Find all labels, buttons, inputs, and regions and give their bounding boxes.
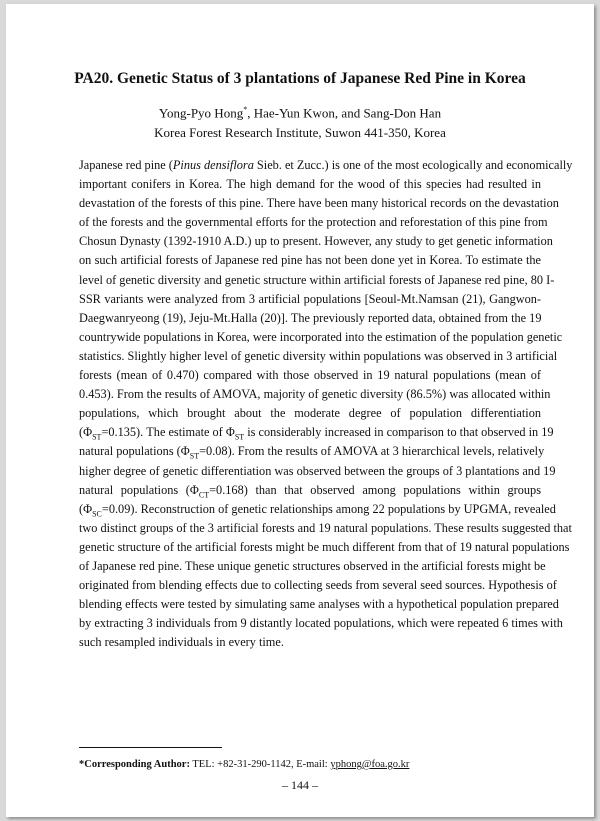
abstract-line: natural populations $(\Phi_{CT}=0.168)$ than that observed among populations within groups (79, 482, 541, 500)
abstract-line: level of genetic diversity and genetic structure within artificial forests of Japanese red pine, 80 I- (79, 272, 555, 287)
affiliation: Korea Forest Research Institute, Suwon 441-350, Korea (154, 125, 446, 140)
footnote-label: *Corresponding Author: (79, 759, 190, 770)
abstract-line: statistics. Slightly higher level of genetic diversity within populations was observed in 3 artificial (79, 348, 558, 363)
species-name: Pinus densiflora (172, 158, 254, 172)
paper-page (6, 4, 594, 817)
abstract-line: of the forests and the governmental efforts for the protection and reforestation of this pine from (79, 215, 548, 230)
author-list (6, 105, 594, 121)
abstract-line: by extracting 3 individuals from 9 distantly located populations, which were repeated 6 times with (79, 616, 563, 631)
abstract-line: on such artificial forests of Japanese red pine has not been done yet in Korea. To estimate the (79, 253, 541, 268)
abstract-line: devastation of the forests of this pine. There have been many historical records on the devastation (79, 196, 559, 211)
abstract-line: such resampled individuals in every time. (79, 635, 284, 650)
abstract-line: genetic structure of the artificial forests might be much different from that of 19 natural populations (79, 539, 570, 554)
corresponding-mark: * (243, 105, 248, 114)
abstract-line: two distinct groups of the 3 artificial forests and 19 natural populations. These results suggested that (79, 520, 572, 535)
abstract-line: countrywide populations in Korea, were incorporated into the estimation of the population genetic (79, 329, 563, 344)
abstract-line: Chosun Dynasty (1392-1910 A.D.) up to present. However, any study to get genetic information (79, 234, 553, 249)
abstract-line: forests (mean of 0.470) compared with those observed in 19 natural populations (mean of (79, 368, 541, 383)
footnote (79, 759, 409, 770)
abstract-line: 0.453). From the results of AMOVA, majority of genetic diversity (86.5%) was allocated within (79, 387, 551, 402)
abstract-line: higher degree of genetic differentiation was observed between the groups of 3 plantations and 19 (79, 463, 556, 478)
email-link[interactable]: yphong@foa.go.kr (330, 759, 410, 770)
abstract-body (79, 156, 573, 652)
abstract-line: blending effects were tested by simulating same analyses with a hypothetical population prepared (79, 597, 559, 612)
footnote-divider (79, 747, 222, 748)
author-1: Yong-Pyo Hong (158, 105, 244, 121)
abstract-line: Japanese red pine (Pinus densiflora Sieb. et Zucc.) is one of the most ecologically and economically (79, 158, 573, 172)
abstract-line: originated from blending effects due to collecting seeds from several seed sources. Hypothesis of (79, 578, 557, 593)
abstract-line: Daegwanryeong (19), Jeju-Mt.Halla (20)]. The previously reported data, obtained from the 19 (79, 310, 542, 325)
paper-title: PA20. Genetic Status of 3 plantations of Japanese Red Pine in Korea (74, 70, 526, 87)
abstract-line: $(\Phi_{SC}=0.09)$. Reconstruction of genetic relationships among 22 populations by UPGMA, revealed (79, 501, 556, 519)
abstract-line: populations, which brought about the moderate degree of population differentiation (79, 406, 541, 421)
abstract-line: important conifers in Korea. The high demand for the wood of this species had resulted in (79, 177, 541, 192)
abstract-line: of Japanese red pine. These unique genetic structures observed in the artificial forests might be (79, 558, 546, 573)
other-authors: , Hae-Yun Kwon, and Sang-Don Han (247, 105, 442, 121)
abstract-line: $(\Phi_{ST}=0.135)$. The estimate of $\Phi_{ST}$ is considerably increased in comparison to that observed in 19 (79, 425, 554, 442)
page-number: – 144 – (282, 778, 318, 792)
abstract-line: SSR variants were analyzed from 3 artificial populations [Seoul-Mt.Namsan (21), Gangwon- (79, 291, 541, 306)
abstract-line: natural populations $(\Phi_{ST}=0.08)$. From the results of AMOVA at 3 hierarchical levels, relatively (79, 444, 545, 461)
footnote-tel: TEL: +82-31-290-1142, E-mail: (189, 759, 331, 770)
